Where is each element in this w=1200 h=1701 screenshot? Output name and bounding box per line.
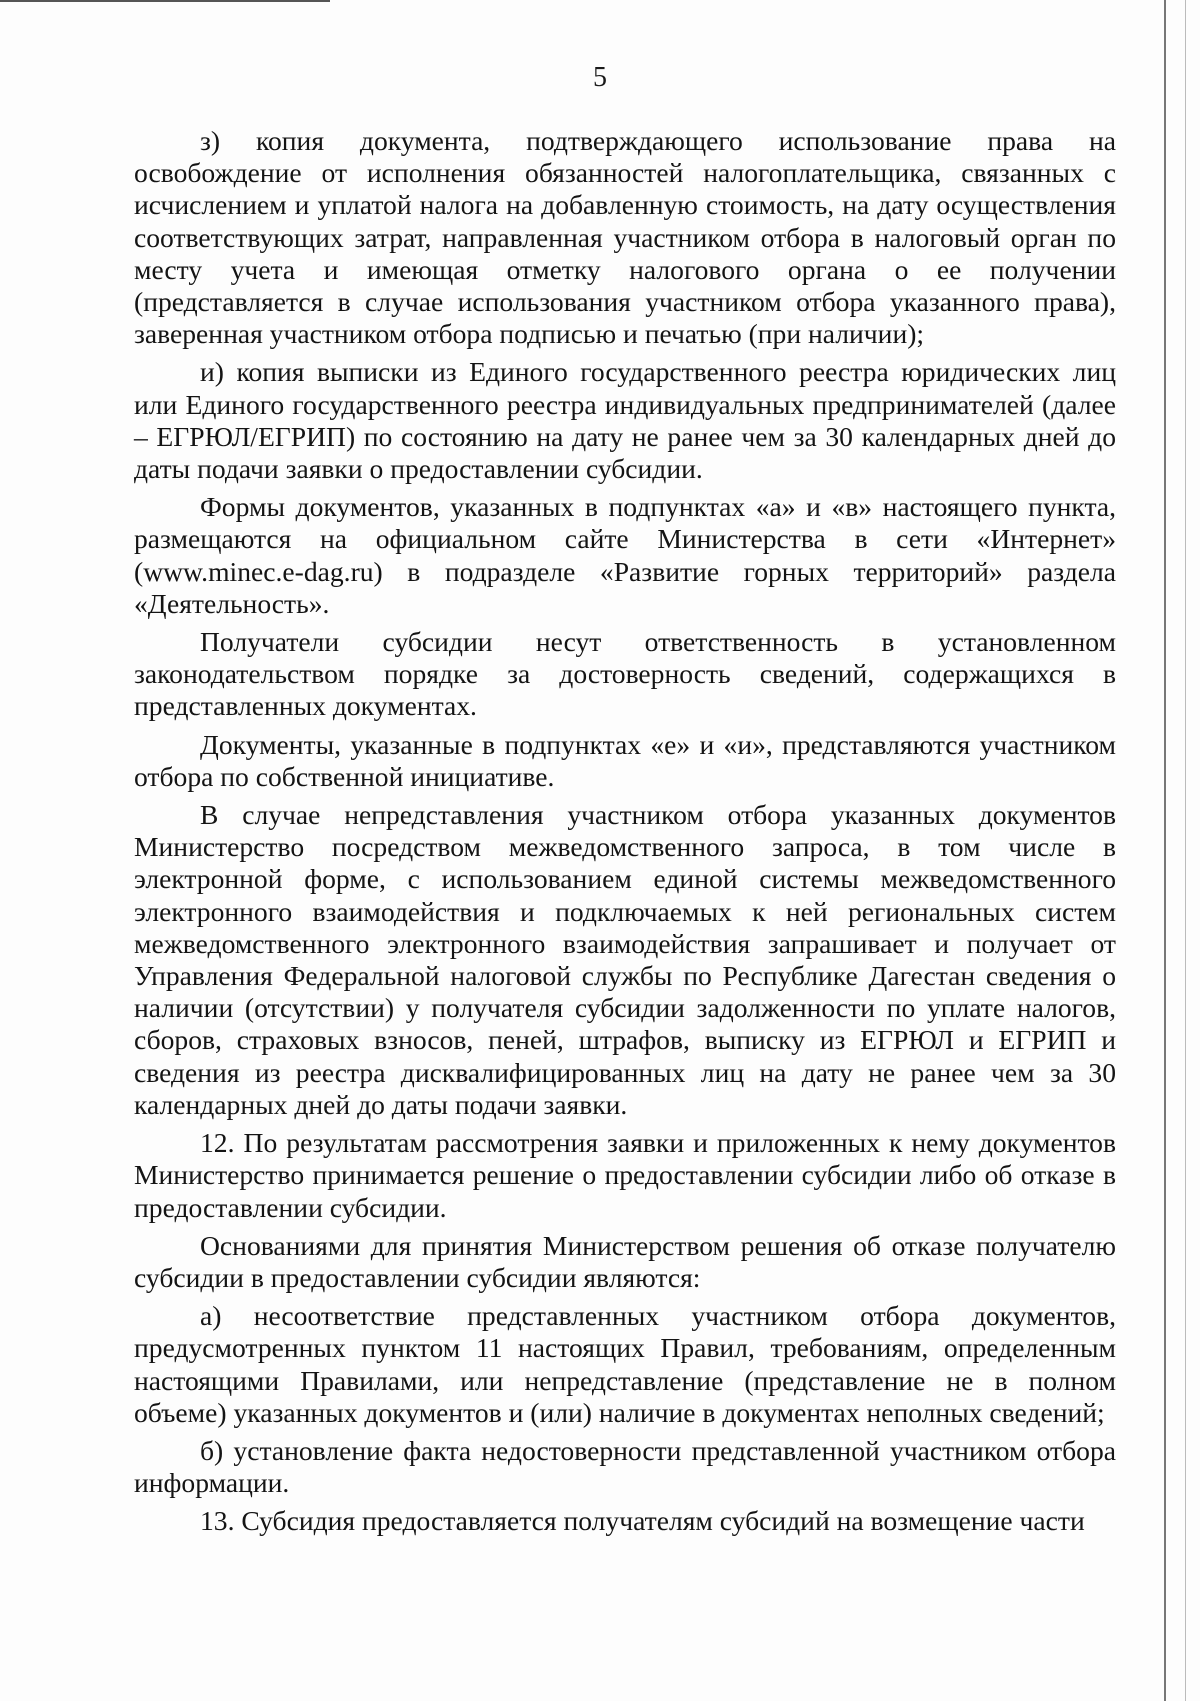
paragraph-ground-a: а) несоответствие представленных участником отбора документов, предусмотренных пунктом 11 настоящих Правил, требованиям, определенным настоящими Правилами, или непредставление (представление не в полном объеме) указанных документов и (или) наличие в документах неполных сведений; bbox=[134, 1300, 1116, 1428]
paragraph-refusal-grounds: Основаниями для принятия Министерством решения об отказе получателю субсидии в предоставлении субсидии являются: bbox=[134, 1229, 1116, 1293]
page-number: 5 bbox=[593, 62, 607, 93]
scan-edge-top bbox=[0, 0, 330, 2]
paragraph-item-13: 13. Субсидия предоставляется получателям субсидий на возмещение части bbox=[200, 1505, 1085, 1537]
paragraph-i: и) копия выписки из Единого государственного реестра юридических лиц или Единого государственного реестра индивидуальных предпринимателей (далее – ЕГРЮЛ/ЕГРИП) по состоянию на дату не ранее чем за 30 календарных дней до даты подачи заявки о предоставлении субсидии. bbox=[134, 356, 1116, 485]
document-body bbox=[134, 125, 1116, 1538]
paragraph-interagency-request: В случае непредставления участником отбора указанных документов Министерство посредством межведомственного запроса, в том числе в электронной форме, с использованием единой системы межведомственного электронного взаимодействия и подключаемых к ней региональных систем межведомственного электронного взаимодействия запрашивает и получает от Управления Федеральной налоговой службы по Республике Дагестан сведения о наличии (отсутствии) у получателя субсидии задолженности по уплате налогов, сборов, страховых взносов, пеней, штрафов, выписку из ЕГРЮЛ и ЕГРИП и сведения из реестра дисквалифицированных лиц на дату не ранее чем за 30 календарных дней до даты подачи заявки. bbox=[134, 799, 1116, 1120]
scan-edge-right-outer bbox=[1185, 0, 1186, 1701]
paragraph-ground-b: б) установление факта недостоверности представленной участником отбора информации. bbox=[134, 1434, 1116, 1499]
paragraph-document-forms: Формы документов, указанных в подпунктах «а» и «в» настоящего пункта, размещаются на официальном сайте Министерства в сети «Интернет» (www.minec.e-dag.ru) в подразделе «Развитие горных территорий» раздела «Деятельность». bbox=[134, 491, 1116, 619]
paragraph-item-12: 12. По результатам рассмотрения заявки и приложенных к нему документов Министерство принимается решение о предоставлении субсидии либо об отказе в предоставлении субсидии. bbox=[134, 1127, 1116, 1223]
scan-edge-right bbox=[1164, 0, 1166, 1701]
paragraph-own-initiative: Документы, указанные в подпунктах «е» и «и», представляются участником отбора по собственной инициативе. bbox=[134, 728, 1116, 792]
paragraph-responsibility: Получатели субсидии несут ответственность в установленном законодательством порядке за достоверность сведений, содержащихся в представленных документах. bbox=[134, 626, 1116, 722]
paragraph-z: з) копия документа, подтверждающего использование права на освобождение от исполнения обязанностей налогоплательщика, связанных с исчислением и уплатой налога на добавленную стоимость, на дату осуществления соответствующих затрат, направленная участником отбора в налоговый орган по месту учета и имеющая отметку налогового органа о ее получении (представляется в случае использования участником отбора указанного права), заверенная участником отбора подписью и печатью (при наличии); bbox=[134, 125, 1116, 350]
